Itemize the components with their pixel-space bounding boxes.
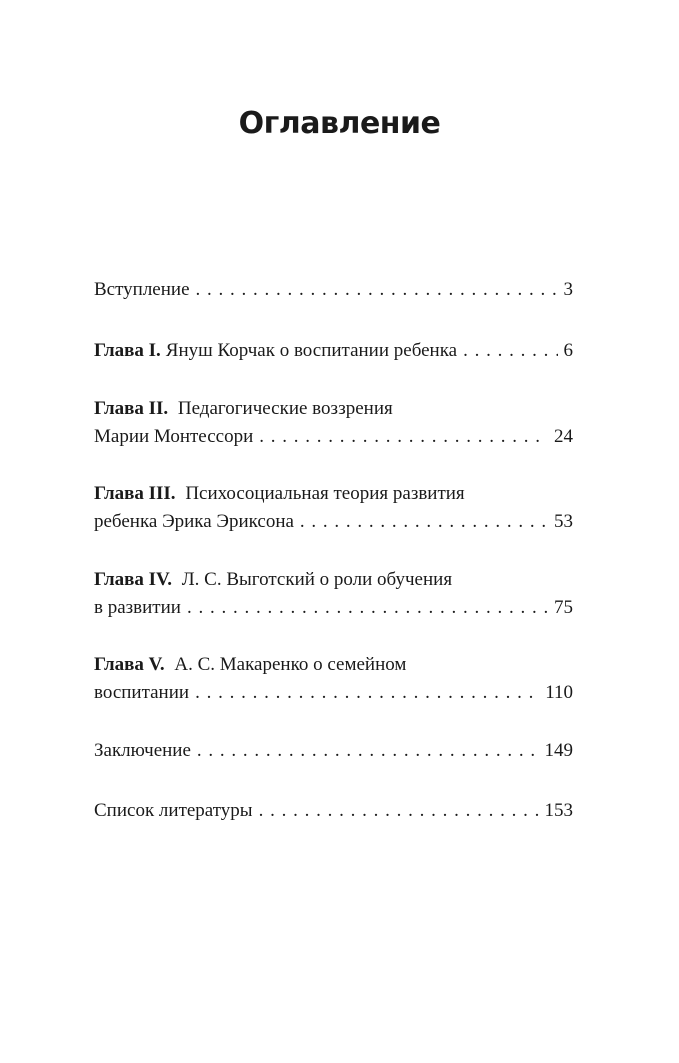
toc-entry-title-line1: Психосоциальная теория развития [185,483,465,504]
dot-leader [463,337,557,365]
dot-leader [195,679,539,707]
toc-page-number: 149 [544,740,573,761]
dot-leader [187,594,548,622]
toc-entry-chapter-1[interactable] [94,337,573,365]
dot-leader [197,737,539,765]
toc-entry-conclusion[interactable] [94,737,573,765]
toc-page-number: 24 [554,426,573,447]
toc-page-number: 110 [545,682,573,703]
toc-entry-title-line1: Л. С. Выготский о роли обучения [181,569,453,590]
toc-entry-title: Список литературы [94,800,253,821]
toc-chapter-label: Глава IV. [94,569,173,590]
toc-entry-title: Януш Корчак о воспитании ребенка [165,340,458,361]
toc-entry-chapter-4[interactable] [94,566,573,622]
toc-page-number: 3 [563,279,573,300]
dot-leader [259,423,548,451]
toc-chapter-label: Глава III. [94,483,176,504]
toc-chapter-label: Глава II. [94,398,169,419]
dot-leader [300,508,548,536]
toc-entry-title: Вступление [94,279,190,300]
toc-entry-title-line2: воспитании [94,682,190,703]
toc-page-number: 75 [554,597,573,618]
toc-entry-bibliography[interactable] [94,797,573,825]
dot-leader [259,797,539,825]
toc-entry-title-line2: в развитии [94,597,181,618]
dot-leader [196,276,558,304]
toc-entry-title-line1: А. С. Макаренко о семейном [174,654,407,675]
toc-entry-chapter-5[interactable] [94,651,573,707]
toc-entry-title: Заключение [94,740,191,761]
toc-entry-chapter-3[interactable] [94,480,573,536]
toc-page-number: 6 [563,340,573,361]
toc-page-number: 153 [544,800,573,821]
toc-page-number: 53 [554,511,573,532]
page-title: Оглавление [238,106,441,141]
toc-entry-introduction[interactable] [94,276,573,304]
toc-entry-chapter-2[interactable] [94,395,573,451]
toc-entry-title-line2: ребенка Эрика Эриксона [94,511,294,532]
toc-entry-title-line2: Марии Монтессори [94,426,254,447]
toc-chapter-label: Глава V. [94,654,165,675]
toc-chapter-label: Глава I. [94,340,161,361]
toc-entry-title-line1: Педагогические воззрения [177,398,393,419]
